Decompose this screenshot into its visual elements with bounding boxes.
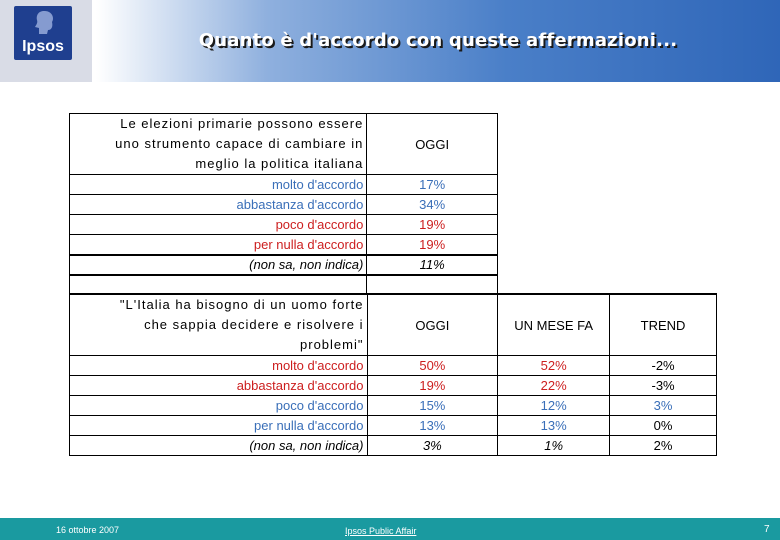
value-trend: -2% — [610, 356, 717, 376]
table-uomo-forte — [69, 293, 717, 456]
value-trend: 0% — [610, 416, 717, 436]
page-title: Quanto è d'accordo con queste affermazioni... — [198, 30, 678, 51]
table-row — [70, 255, 498, 275]
value-mese: 52% — [498, 356, 610, 376]
column-header-oggi: OGGI — [367, 294, 498, 356]
column-header-trend: TREND — [610, 294, 717, 356]
value-trend: 3% — [610, 396, 717, 416]
table-row — [70, 195, 498, 215]
row-label: per nulla d'accordo — [70, 235, 367, 255]
column-header-oggi: OGGI — [367, 114, 498, 175]
value-oggi: 34% — [367, 195, 498, 215]
value-oggi: 17% — [367, 175, 498, 195]
value-oggi: 3% — [367, 436, 498, 456]
row-label: poco d'accordo — [70, 396, 368, 416]
row-label: molto d'accordo — [70, 356, 368, 376]
page-number: 7 — [764, 524, 770, 535]
row-label: molto d'accordo — [70, 175, 367, 195]
value-oggi: 19% — [367, 215, 498, 235]
value-trend: -3% — [610, 376, 717, 396]
row-label: (non sa, non indica) — [70, 436, 368, 456]
spacer-cell — [70, 275, 367, 295]
table-row — [70, 376, 717, 396]
value-oggi: 19% — [367, 235, 498, 255]
value-trend: 2% — [610, 436, 717, 456]
question-line: meglio la politica italiana — [195, 156, 364, 171]
question-cell — [70, 294, 368, 356]
table-row — [70, 215, 498, 235]
value-oggi: 13% — [367, 416, 498, 436]
ipsos-logo — [14, 6, 72, 60]
value-mese: 13% — [498, 416, 610, 436]
value-mese: 22% — [498, 376, 610, 396]
table-row — [70, 416, 717, 436]
question-line: problemi" — [300, 337, 364, 352]
value-oggi: 19% — [367, 376, 498, 396]
column-header-mese: UN MESE FA — [498, 294, 610, 356]
table-row — [70, 175, 498, 195]
table-row — [70, 235, 498, 255]
value-mese: 1% — [498, 436, 610, 456]
footer-date: 16 ottobre 2007 — [56, 525, 120, 535]
logo-area — [0, 0, 92, 82]
row-label: abbastanza d'accordo — [70, 195, 367, 215]
logo-text: Ipsos — [22, 38, 64, 55]
row-label: (non sa, non indica) — [70, 255, 367, 275]
logo-figure-icon — [33, 10, 55, 36]
table-primarie — [69, 113, 498, 295]
question-line: "L'Italia ha bisogno di un uomo forte — [119, 297, 364, 312]
value-oggi: 15% — [367, 396, 498, 416]
footer-bar — [0, 518, 780, 540]
table-row — [70, 396, 717, 416]
spacer-cell — [367, 275, 498, 295]
question-cell — [70, 114, 367, 175]
question-line: che sappia decidere e risolvere i — [144, 317, 364, 332]
table-header-row — [70, 114, 498, 175]
row-label: per nulla d'accordo — [70, 416, 368, 436]
question-line: Le elezioni primarie possono essere — [120, 116, 364, 131]
value-oggi: 11% — [367, 255, 498, 275]
footer-company-link[interactable]: Ipsos Public Affair — [345, 526, 417, 536]
table-row — [70, 356, 717, 376]
question-line: uno strumento capace di cambiare in — [115, 136, 364, 151]
row-label: abbastanza d'accordo — [70, 376, 368, 396]
value-mese: 12% — [498, 396, 610, 416]
header — [0, 0, 780, 82]
row-label: poco d'accordo — [70, 215, 367, 235]
value-oggi: 50% — [367, 356, 498, 376]
table-row — [70, 436, 717, 456]
spacer-row — [70, 275, 498, 295]
table-header-row — [70, 294, 717, 356]
